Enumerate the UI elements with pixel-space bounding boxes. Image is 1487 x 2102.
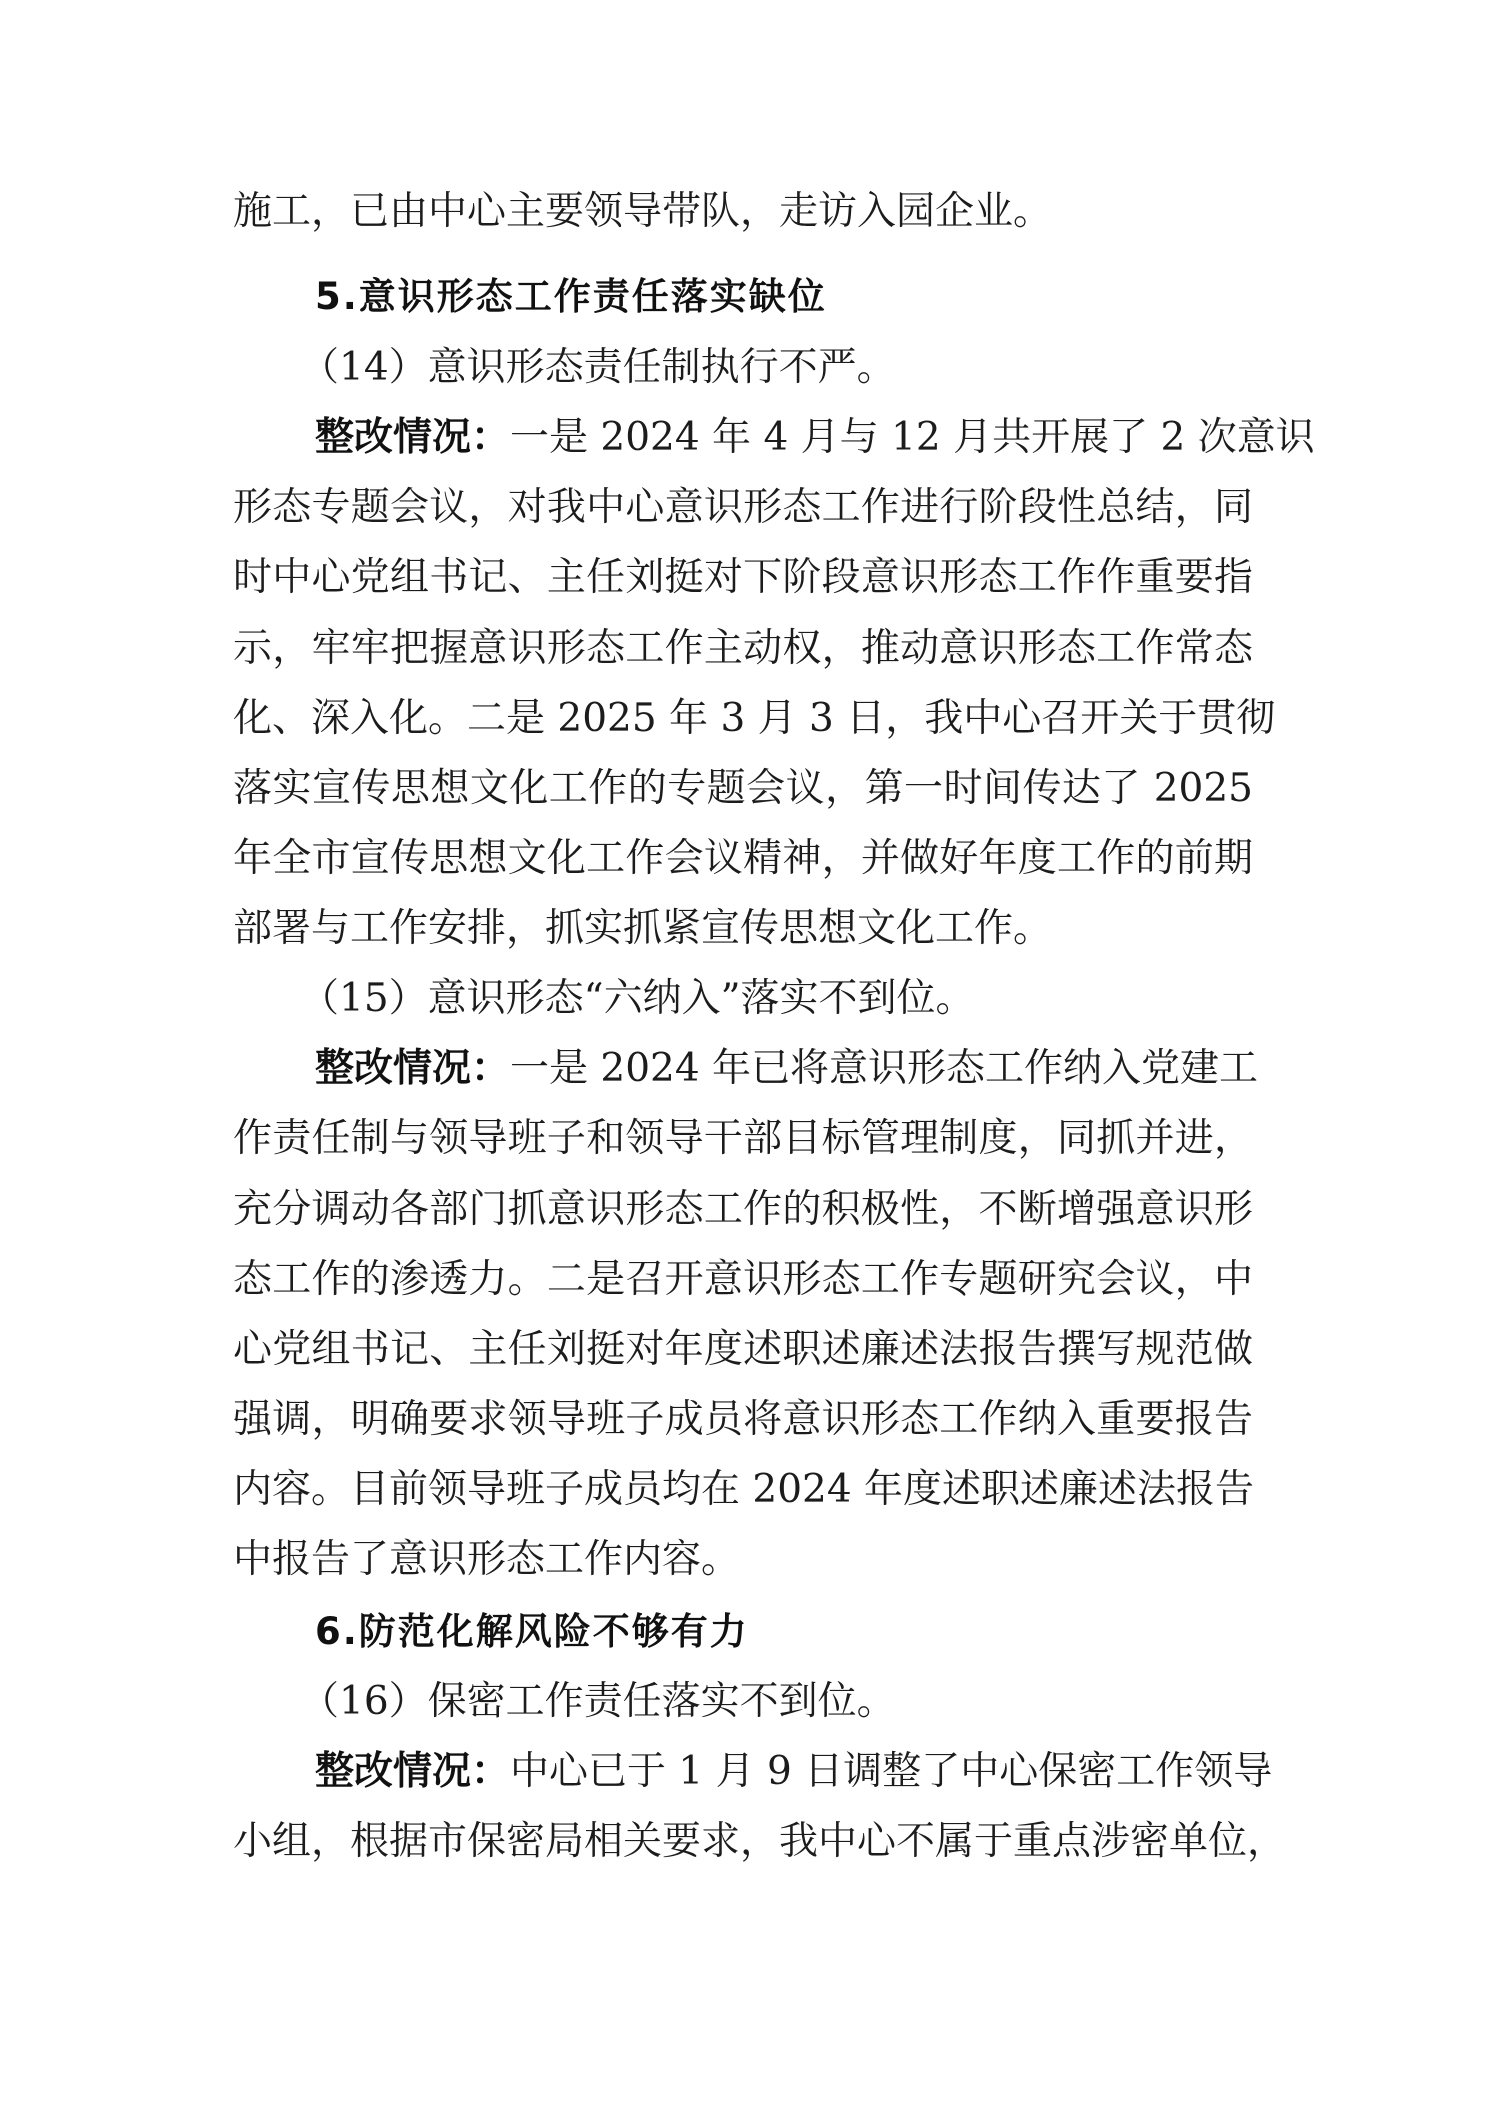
section-heading-6: 6.防范化解风险不够有力 (315, 1610, 749, 1653)
item-title-15: （15）意识形态“六纳入”落实不到位。 (300, 976, 975, 1021)
rectification-lead: 整改情况： (315, 1046, 511, 1091)
paragraph-line: 充分调动各部门抓意识形态工作的积极性，不断增强意识形 (233, 1187, 1253, 1232)
paragraph-line: 形态专题会议，对我中心意识形态工作进行阶段性总结，同 (233, 485, 1253, 530)
paragraph-line: 示，牢牢把握意识形态工作主动权，推动意识形态工作常态 (233, 626, 1253, 671)
paragraph-line: 作责任制与领导班子和领导干部目标管理制度，同抓并进， (233, 1116, 1253, 1161)
paragraph-line: 内容。目前领导班子成员均在 2024 年度述职述廉述法报告 (233, 1467, 1255, 1512)
paragraph-line: 年全市宣传思想文化工作会议精神，并做好年度工作的前期 (233, 836, 1253, 881)
paragraph-line: 整改情况：一是 2024 年 4 月与 12 月共开展了 2 次意识 (315, 415, 1315, 460)
paragraph-line: 态工作的渗透力。二是召开意识形态工作专题研究会议，中 (233, 1257, 1253, 1302)
paragraph-line: 时中心党组书记、主任刘挺对下阶段意识形态工作作重要指 (233, 555, 1253, 600)
paragraph-line: 心党组书记、主任刘挺对年度述职述廉述法报告撰写规范做 (233, 1327, 1253, 1372)
paragraph-line: 施工，已由中心主要领导带队，走访入园企业。 (233, 189, 1053, 234)
paragraph-line: 小组，根据市保密局相关要求，我中心不属于重点涉密单位， (233, 1819, 1287, 1864)
paragraph-line: 整改情况：一是 2024 年已将意识形态工作纳入党建工 (315, 1046, 1259, 1091)
item-title-14: （14）意识形态责任制执行不严。 (300, 345, 896, 390)
item-title-16: （16）保密工作责任落实不到位。 (300, 1679, 896, 1724)
section-heading-5: 5.意识形态工作责任落实缺位 (315, 275, 827, 318)
paragraph-line: 整改情况：中心已于 1 月 9 日调整了中心保密工作领导 (315, 1749, 1273, 1794)
rectification-lead: 整改情况： (315, 1749, 511, 1794)
paragraph-line: 强调，明确要求领导班子成员将意识形态工作纳入重要报告 (233, 1397, 1253, 1442)
paragraph-line: 部署与工作安排，抓实抓紧宣传思想文化工作。 (233, 906, 1053, 951)
paragraph-line: 中报告了意识形态工作内容。 (233, 1537, 741, 1582)
rectification-lead: 整改情况： (315, 415, 511, 460)
paragraph-line: 化、深入化。二是 2025 年 3 月 3 日，我中心召开关于贯彻 (233, 696, 1276, 741)
paragraph-line: 落实宣传思想文化工作的专题会议，第一时间传达了 2025 (233, 766, 1253, 811)
